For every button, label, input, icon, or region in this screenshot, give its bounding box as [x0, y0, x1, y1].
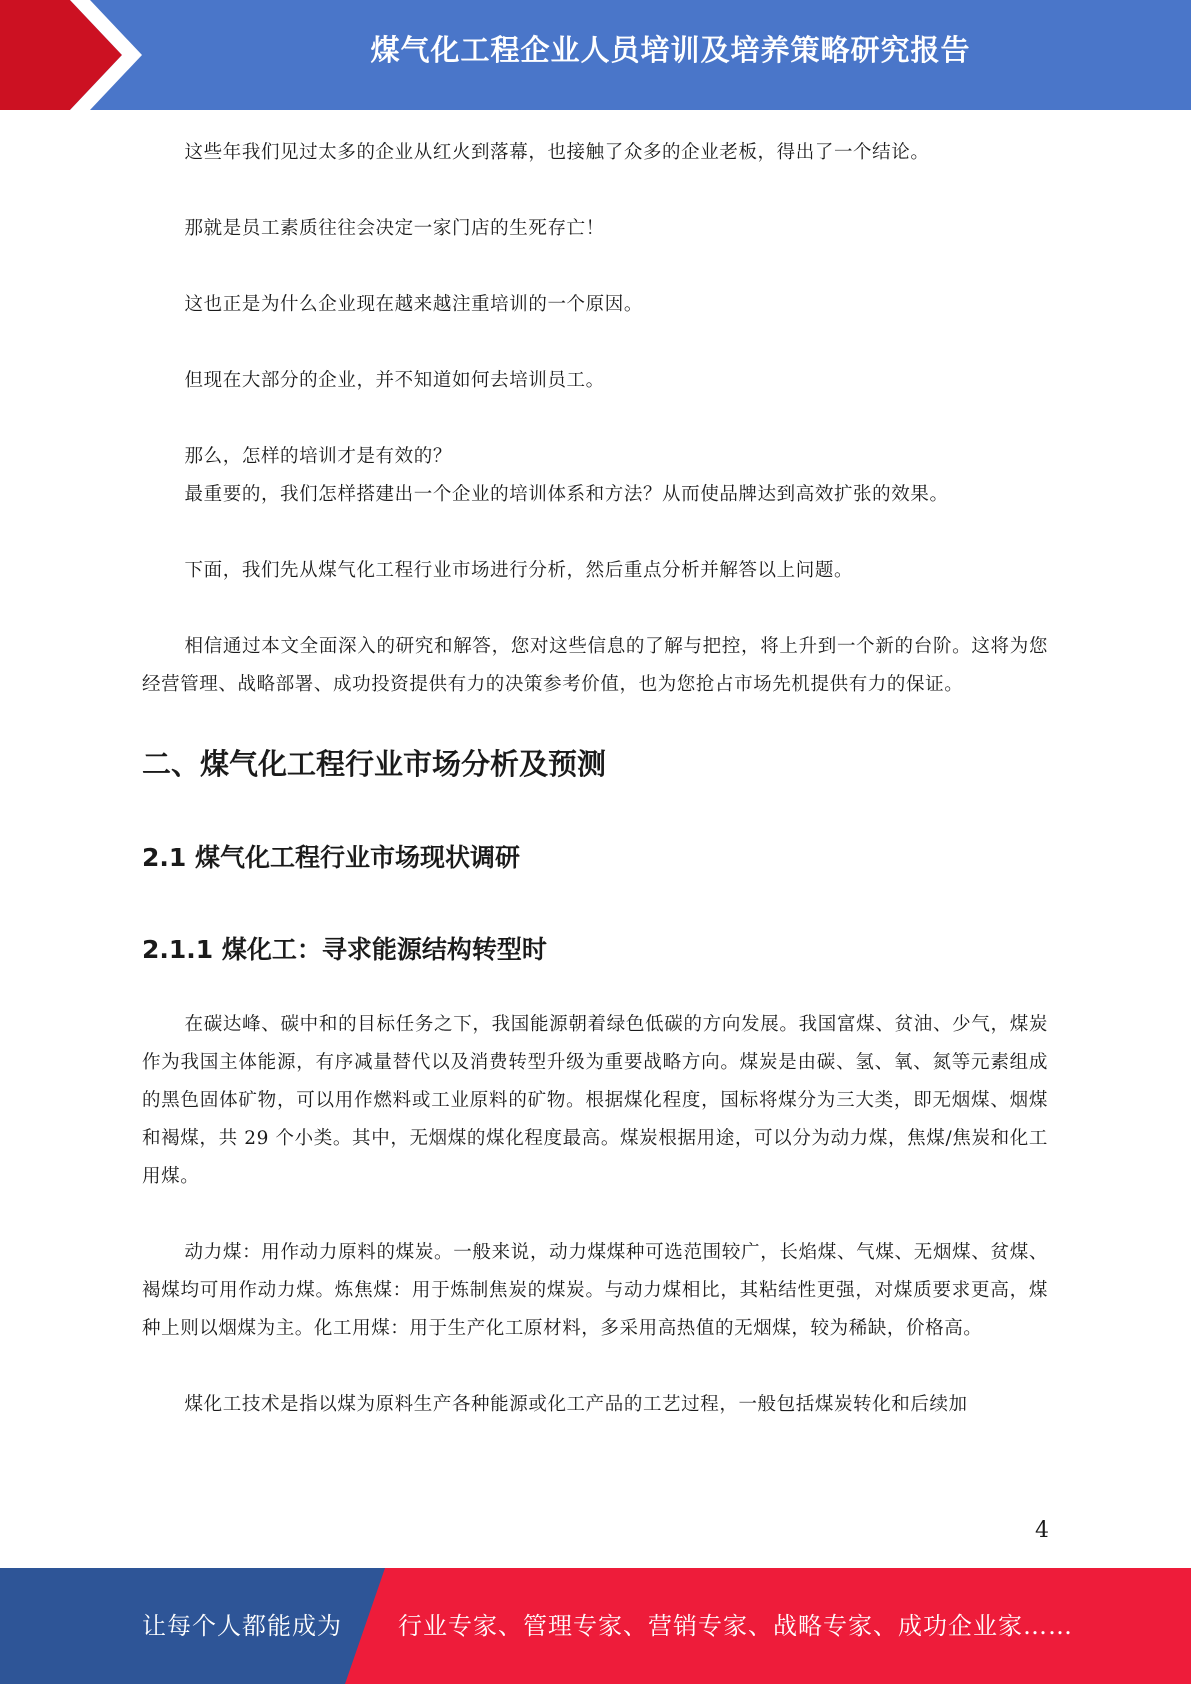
intro-paragraph: 这些年我们见过太多的企业从红火到落幕，也接触了众多的企业老板，得出了一个结论。 [184, 142, 930, 163]
body-paragraph: 煤化工技术是指以煤为原料生产各种能源或化工产品的工艺过程，一般包括煤炭转化和后续加 [184, 1394, 968, 1415]
header-band [0, 0, 1191, 110]
section-heading: 二、煤气化工程行业市场分析及预测 [142, 747, 607, 781]
intro-paragraph: 相信通过本文全面深入的研究和解答，您对这些信息的了解与把控，将上升到一个新的台阶。这将为您经营管理、战略部署、成功投资提供有力的决策参考价值，也为您抢占市场先机提供有力的保证。 [142, 636, 1048, 695]
footer-band [0, 1568, 1191, 1684]
header-chevron-decoration [0, 0, 160, 110]
document-title: 煤气化工程企业人员培训及培养策略研究报告 [370, 33, 971, 67]
subsubsection-heading: 2.1.1 煤化工：寻求能源结构转型时 [142, 935, 547, 964]
intro-paragraph: 但现在大部分的企业，并不知道如何去培训员工。 [184, 370, 605, 391]
subsection-heading: 2.1 煤气化工程行业市场现状调研 [142, 843, 520, 872]
intro-paragraph: 最重要的，我们怎样搭建出一个企业的培训体系和方法？从而使品牌达到高效扩张的效果。 [184, 484, 949, 505]
footer-slogan-right: 行业专家、管理专家、营销专家、战略专家、成功企业家…… [398, 1612, 1073, 1640]
intro-paragraph: 那么，怎样的培训才是有效的？ [184, 446, 452, 467]
body-paragraph: 动力煤：用作动力原料的煤炭。一般来说，动力煤煤种可选范围较广，长焰煤、气煤、无烟煤、贫煤、褐煤均可用作动力煤。炼焦煤：用于炼制焦炭的煤炭。与动力煤相比，其粘结性更强，对煤质要求更高，煤种上则以烟煤为主。化工用煤：用于生产化工原材料，多采用高热值的无烟煤，较为稀缺，价格高。 [142, 1242, 1048, 1339]
page-body [142, 134, 1048, 1462]
intro-paragraph: 那就是员工素质往往会决定一家门店的生死存亡！ [184, 218, 605, 239]
footer-slogan-left: 让每个人都能成为 [142, 1612, 342, 1640]
intro-paragraph: 这也正是为什么企业现在越来越注重培训的一个原因。 [184, 294, 643, 315]
page-number: 4 [1035, 1518, 1049, 1543]
intro-paragraph: 下面，我们先从煤气化工程行业市场进行分析，然后重点分析并解答以上问题。 [184, 560, 854, 581]
body-paragraph: 在碳达峰、碳中和的目标任务之下，我国能源朝着绿色低碳的方向发展。我国富煤、贫油、少气，煤炭作为我国主体能源，有序减量替代以及消费转型升级为重要战略方向。煤炭是由碳、氢、氧、氮等元素组成的黑色固体矿物，可以用作燃料或工业原料的矿物。根据煤化程度，国标将煤分为三大类，即无烟煤、烟煤和褐煤，共 29 个小类。其中，无烟煤的煤化程度最高。煤炭根据用途，可以分为动力煤，焦煤/焦炭和化工用煤。 [142, 1014, 1048, 1187]
